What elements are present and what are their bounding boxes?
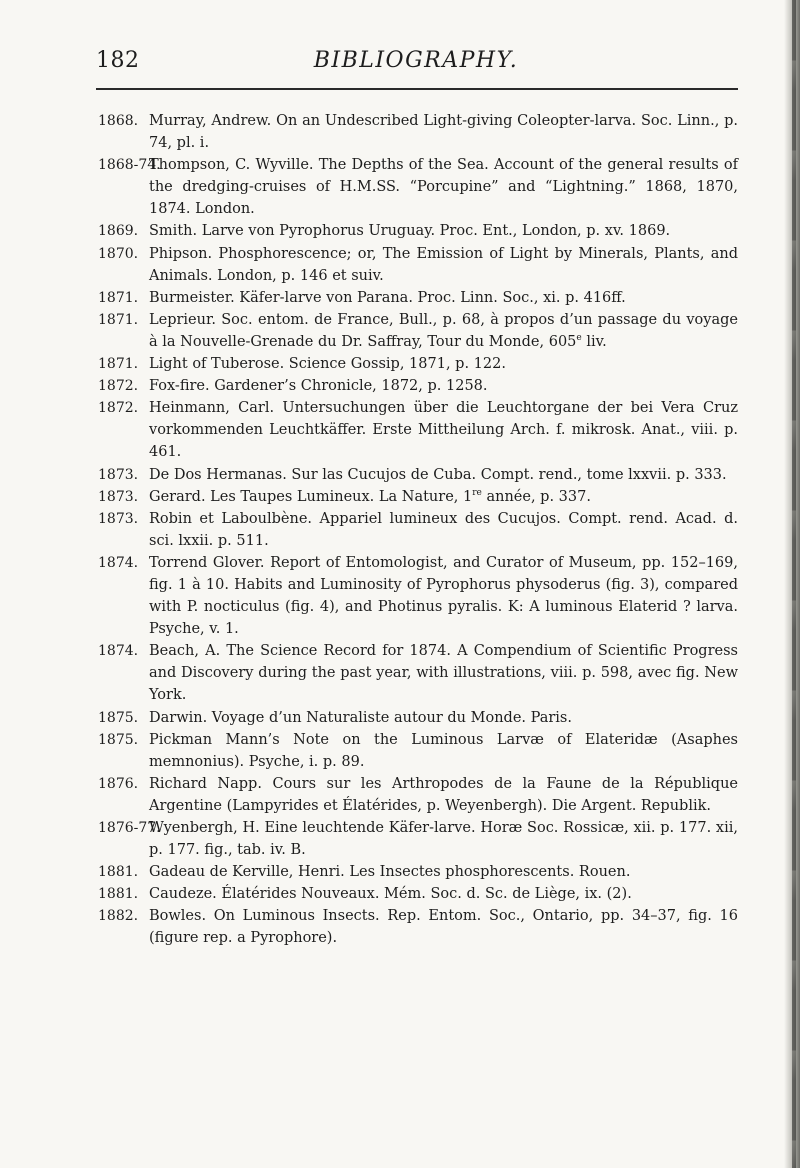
entry-text: Wyenbergh, H. Eine leuchtende Käfer-larve. Horæ Soc. Rossicæ, xii. p. 177. xii, p. 177. fig., tab. iv. B. [149,820,738,859]
entry-text: Light of Tuberose. Science Gossip, 1871, p. 122. [149,356,506,373]
entry-year: 1869. [98,223,139,240]
bibliography-entry [98,773,738,817]
bibliography-entry [98,508,738,552]
entry-text: Burmeister. Käfer-larve von Parana. Proc. Linn. Soc., xi. p. 416ff. [149,289,626,306]
bibliography-entry [98,375,738,397]
entry-text: Richard Napp. Cours sur les Arthropodes de la Faune de la République Argentine (Lampyrides et Élatérides, p. Weyenbergh). Die Argent. Republik. [149,775,738,814]
bibliography-entry [98,309,738,353]
bibliography-entry [98,861,738,883]
entry-year: 1873. [98,488,139,505]
bibliography-entry [98,464,738,486]
bibliography-entry [98,220,738,242]
entry-year: 1871. [98,356,139,373]
entry-year: 1868. [98,113,139,129]
bibliography-entry [98,110,738,154]
entry-text: Darwin. Voyage d’un Naturaliste autour du Monde. Paris. [149,709,572,726]
entry-year: 1881. [98,864,139,881]
entry-year: 1876. [98,775,139,792]
bibliography-list [98,110,738,950]
page-number: 182 [96,48,140,73]
entry-text: Murray, Andrew. On an Undescribed Light-giving Coleopter-larva. Soc. Linn., p. 74, pl. i. [149,113,738,152]
entry-year: 1875. [98,731,139,748]
entry-year: 1875. [98,709,139,726]
entry-superscript: re [472,487,482,498]
entry-text: Torrend Glover. Report of Entomologist, and Curator of Museum, pp. 152–169, fig. 1 à 10. Habits and Luminosity of Pyrophorus physoderus (fig. 3), compared with P. nocticulus (fig. 4), and Photinus pyralis. K: A luminous Elaterid ? larva. Psyche, v. 1. [149,554,738,638]
bibliography-entry [98,817,738,861]
bibliography-entry [98,552,738,640]
entry-year: 1876-77. [98,820,161,836]
bibliography-entry [98,353,738,375]
entry-text [149,312,738,350]
entry-year: 1872. [98,378,139,395]
entry-year: 1871. [98,289,139,306]
entry-year: 1873. [98,466,139,483]
page-edge-binding [792,0,796,1168]
entry-year: 1871. [98,311,139,328]
bibliography-entry [98,905,738,949]
entry-text: Pickman Mann’s Note on the Luminous Larvæ of Elateridæ (Asaphes memnonius). Psyche, i. p. 89. [149,731,738,770]
entry-year: 1868-74. [98,157,161,174]
page-edge-shadow [784,0,800,1168]
bibliography-entry [98,287,738,309]
entry-text: Heinmann, Carl. Untersuchungen über die Leuchtorgane der bei Vera Cruz vorkommenden Leuchtkäffer. Erste Mittheilung Arch. f. mikrosk. Anat., viii. p. 461. [149,400,738,461]
entry-year: 1874. [98,643,139,660]
entry-text: Bowles. On Luminous Insects. Rep. Entom. Soc., Ontario, pp. 34–37, fig. 16 (figure rep. a Pyrophore). [149,908,738,947]
entry-text [149,489,591,505]
bibliography-entry [98,707,738,729]
entry-superscript: e [576,333,582,344]
entry-year: 1872. [98,400,139,417]
entry-year: 1881. [98,886,139,903]
entry-text-part: Leprieur. Soc. entom. de France, Bull., p. 68, à propos d’un passage du voyage à la Nouvelle-Grenade du Dr. Saffray, Tour du Monde, 605 [149,311,738,350]
entry-text-part: Gerard. Les Taupes Lumineux. La Nature, 1 [149,488,473,505]
entry-text: Gadeau de Kerville, Henri. Les Insectes phosphorescents. Rouen. [149,864,631,881]
running-head: BIBLIOGRAPHY. [313,48,519,73]
entry-year: 1882. [98,908,139,925]
bibliography-entry [98,486,738,508]
entry-year: 1874. [98,554,139,571]
entry-text: Smith. Larve von Pyrophorus Uruguay. Proc. Ent., London, p. xv. 1869. [149,223,671,240]
entry-year: 1873. [98,510,139,527]
bibliography-entry [98,883,738,905]
header-rule [96,88,738,90]
page-header [96,48,736,84]
entry-text: Thompson, C. Wyville. The Depths of the Sea. Account of the general results of the dredging-cruises of H.M.SS. “Porcupine” and “Lightning.” 1868, 1870, 1874. London. [149,157,738,218]
entry-text: De Dos Hermanas. Sur las Cucujos de Cuba. Compt. rend., tome lxxvii. p. 333. [149,466,727,483]
bibliography-entry [98,640,738,706]
bibliography-entry [98,154,738,220]
bibliography-entry [98,243,738,287]
entry-text-part: liv. [581,333,607,350]
bibliography-entry [98,729,738,773]
entry-year: 1870. [98,245,139,262]
entry-text: Robin et Laboulbène. Appariel lumineux des Cucujos. Compt. rend. Acad. d. sci. lxxii. p. 511. [149,510,738,549]
entry-text: Beach, A. The Science Record for 1874. A Compendium of Scientific Progress and Discovery during the past year, with illustrations, viii. p. 598, avec fig. New York. [149,643,738,704]
entry-text: Phipson. Phosphorescence; or, The Emission of Light by Minerals, Plants, and Animals. London, p. 146 et suiv. [149,245,738,284]
entry-text: Caudeze. Élatérides Nouveaux. Mém. Soc. d. Sc. de Liège, ix. (2). [149,886,632,903]
bibliography-entry [98,397,738,463]
entry-text-part: année, p. 337. [481,488,591,505]
entry-text: Fox-fire. Gardener’s Chronicle, 1872, p. 1258. [149,378,488,395]
